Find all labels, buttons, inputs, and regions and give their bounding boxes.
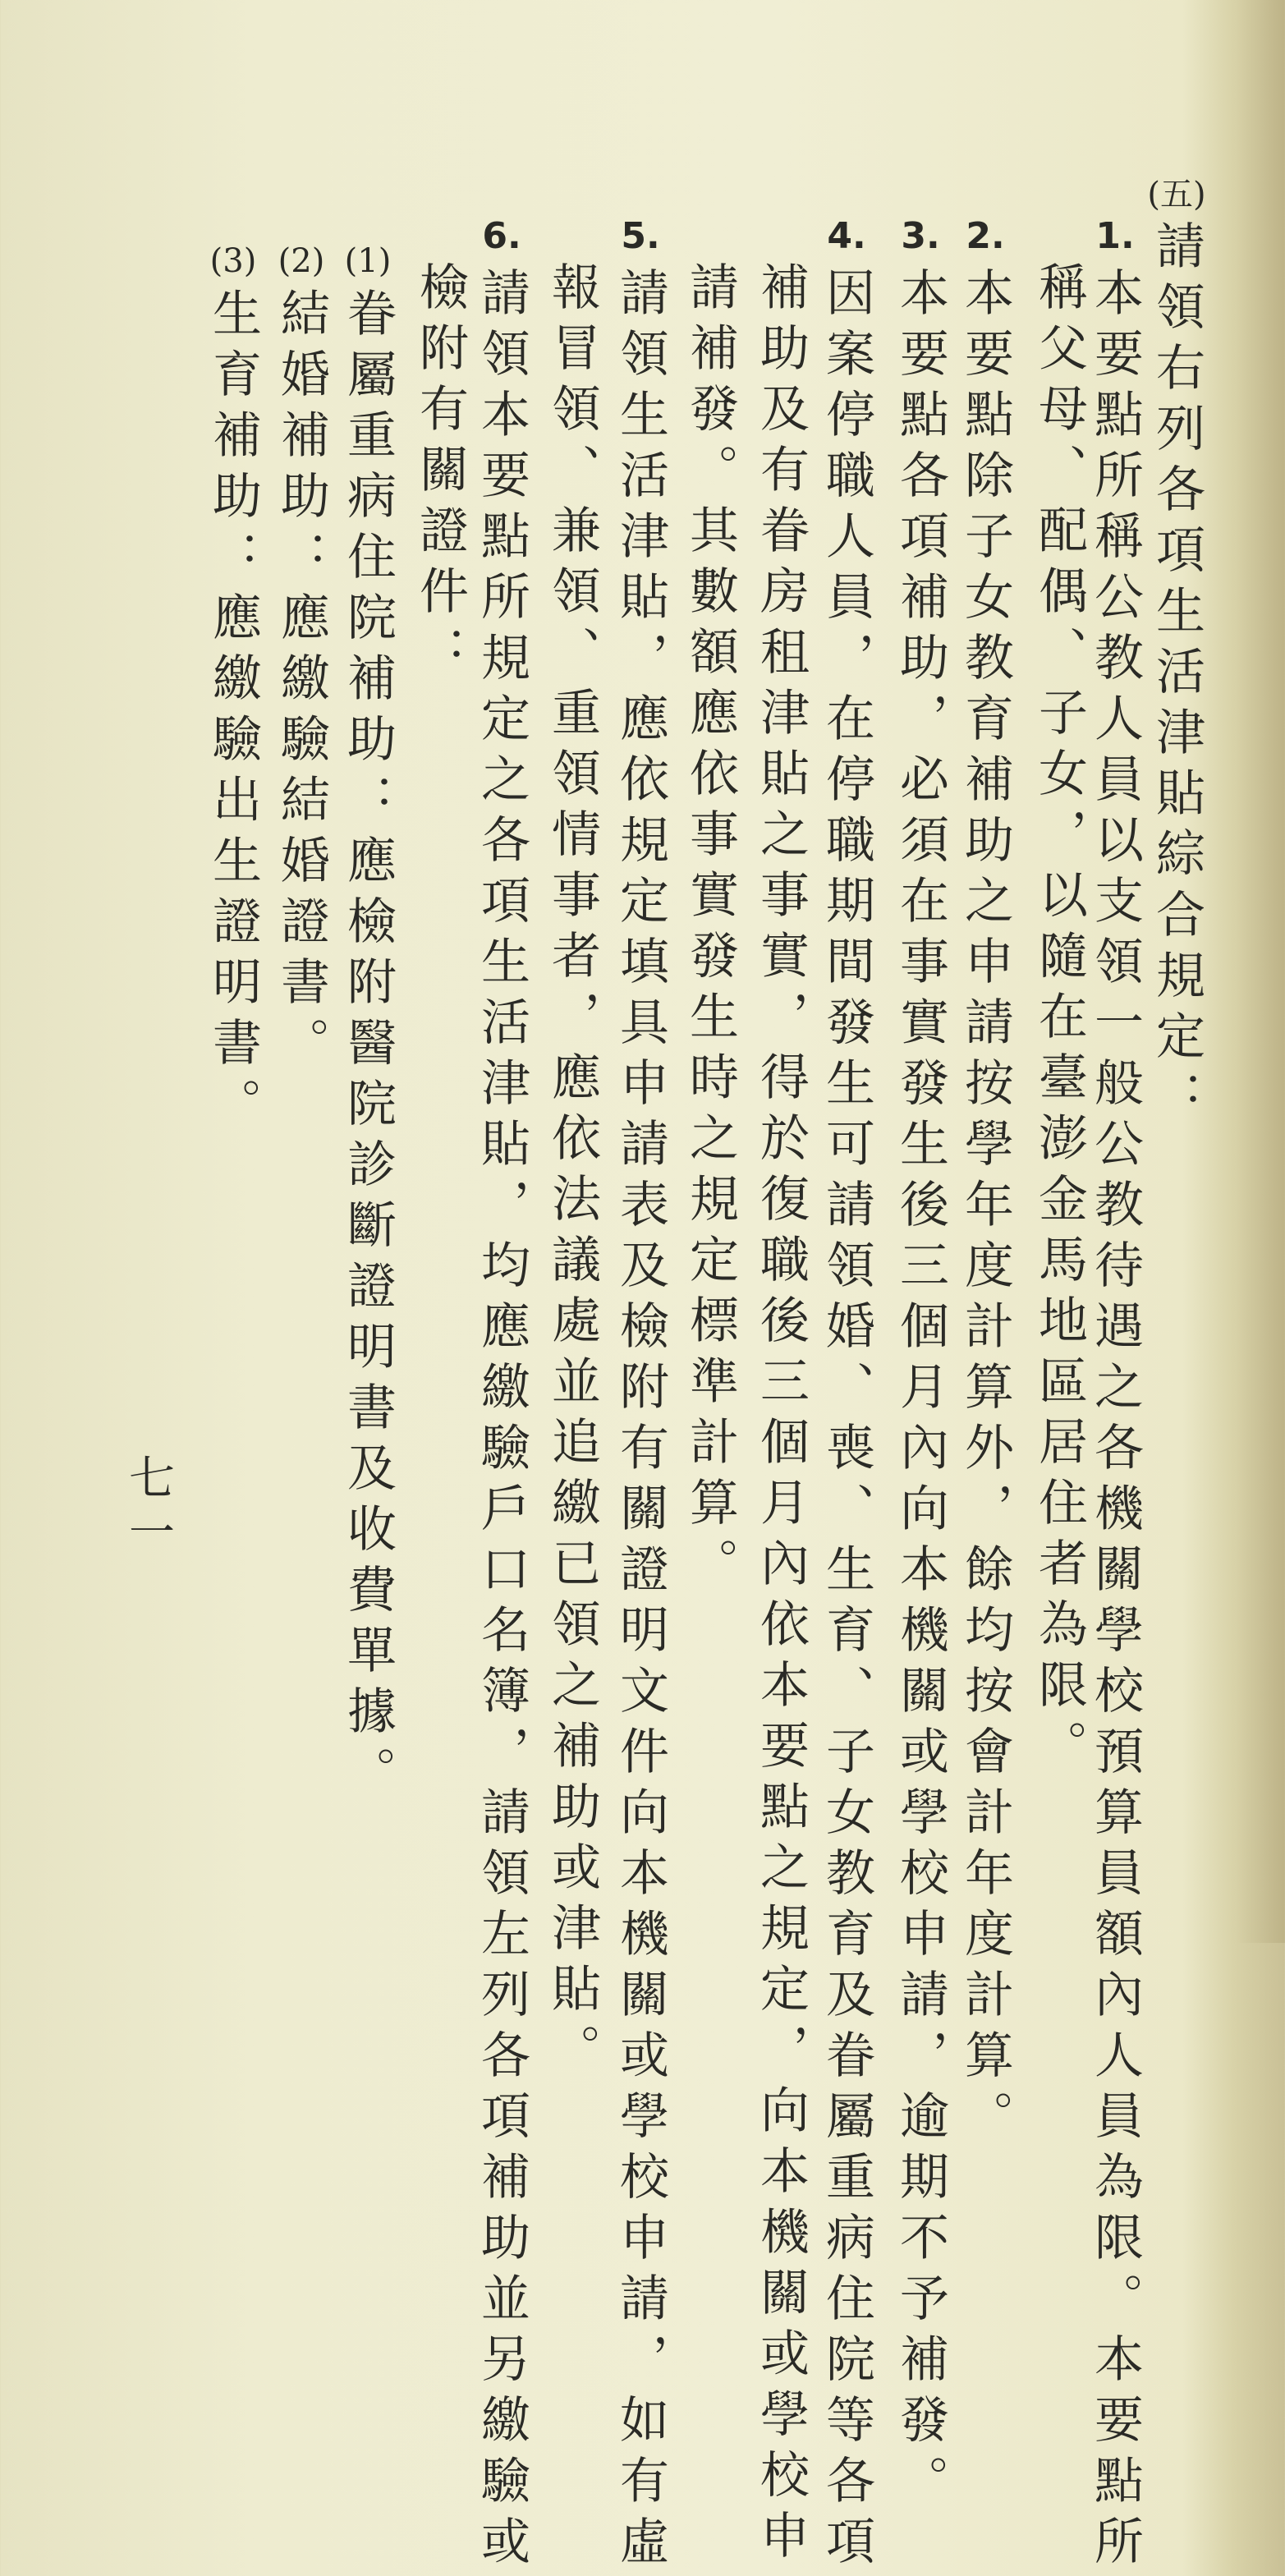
item-line: 請領本要點所規定之各項生活津貼，均應繳驗戶口名簿，請領左列各項補助並另繳驗或 [473, 267, 530, 2576]
item-number: 5. [621, 215, 660, 257]
item-line: 補助及有眷房租津貼之事實，得於復職後三個月內依本要點之規定，向本機關或學校申 [752, 261, 810, 2570]
item-number: 6. [482, 215, 521, 257]
section-title: 請領右列各項生活津貼綜合規定： [1148, 220, 1205, 1132]
item-line: 本要點各項補助，必須在事實發生後三個月內向本機關或學校申請，逾期不予補發。 [892, 267, 949, 2515]
subitem-number: (1) [344, 242, 392, 280]
subitem-text: 生育補助：應繳驗出生證明書。 [204, 287, 262, 1138]
item-line: 請領生活津貼，應依規定填具申請表及檢附有關證明文件向本機關或學校申請，如有虛 [612, 267, 669, 2576]
item-number: 1. [1095, 215, 1135, 257]
subitem-text: 結婚補助：應繳驗結婚證書。 [273, 287, 330, 1077]
item-line: 本要點所稱公教人員以支領一般公教待遇之各機關學校預算員額內人員為限。本要點所 [1086, 267, 1144, 2576]
item-line: 本要點除子女教育補助之申請按學年度計算外，餘均按會計年度計算。 [957, 267, 1014, 2151]
item-number: 4. [827, 215, 866, 257]
item-line: 因案停職人員，在停職期間發生可請領婚、喪、生育、子女教育及眷屬重病住院等各項 [818, 267, 875, 2576]
subitem-number: (2) [278, 242, 325, 280]
item-line: 請補發。其數額應依事實發生時之規定標準計算。 [682, 261, 739, 1598]
subitem-text: 眷屬重病住院補助：應檢附醫院診斷證明書及收費單據。 [339, 287, 397, 1807]
item-number: 3. [901, 215, 940, 257]
item-line: 檢附有關證件： [411, 261, 469, 686]
page-number: 七一 [122, 1453, 175, 1562]
item-number: 2. [966, 215, 1005, 257]
item-line: 報冒領、兼領、重領情事者，應依法議處並追繳已領之補助或津貼。 [544, 261, 601, 2084]
subitem-number: (3) [209, 242, 257, 280]
page-edge-shadow [1236, 0, 1285, 1943]
section-marker: (五) [1147, 176, 1206, 214]
item-line: 稱父母、配偶、子女，以隨在臺澎金馬地區居住者為限。 [1030, 261, 1088, 1780]
